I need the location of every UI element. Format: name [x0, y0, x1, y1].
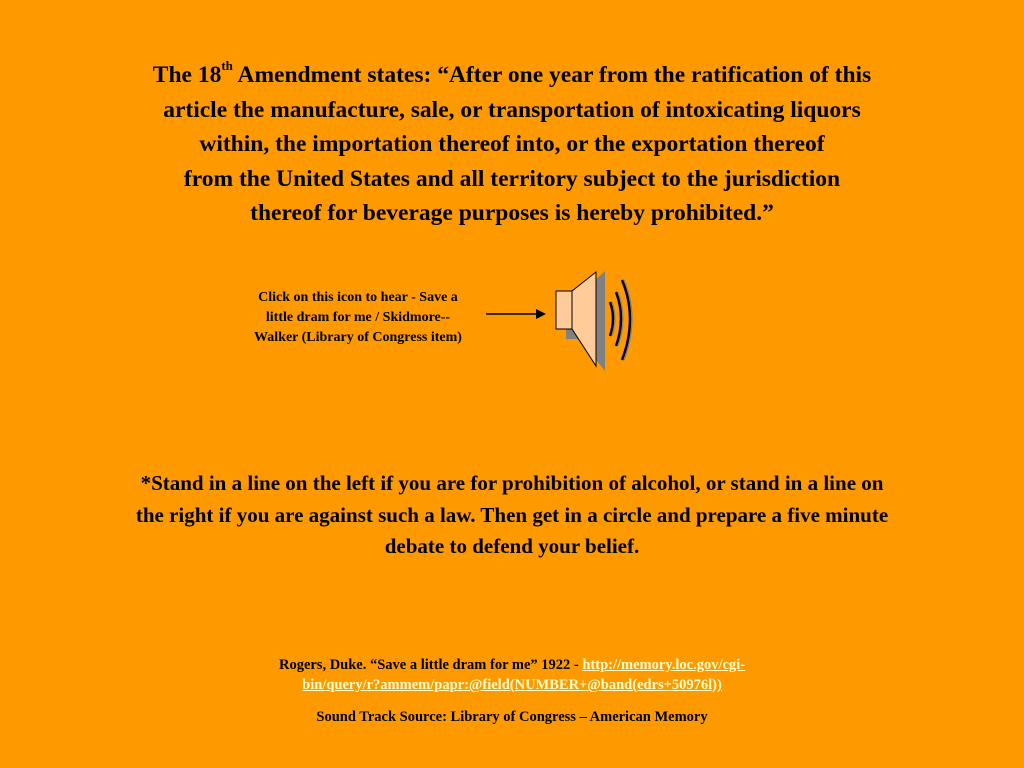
activity-line: the right if you are against such a law. Then get in a circle and prepare a five minute: [135, 502, 889, 527]
caption-line: Click on this icon to hear - Save a: [258, 290, 458, 305]
quote-line: thereof for beverage purposes is hereby prohibited.”: [250, 200, 774, 226]
quote-superscript: th: [221, 58, 233, 73]
activity-line: *Stand in a line on the left if you are for prohibition of alcohol, or stand in a line on: [140, 471, 884, 495]
citation-link-line: bin/query/r?ammem/papr:@field(NUMBER+@band(edrs+50976l)): [302, 677, 722, 693]
sound-track-source: Sound Track Source: Library of Congress – American Memory: [316, 709, 708, 725]
citation: [200, 655, 824, 695]
quote-prefix: The 18: [152, 62, 222, 88]
citation-link-line: http://memory.loc.gov/cgi-: [582, 657, 746, 673]
quote-line: within, the importation thereof into, or the exportation thereof: [199, 131, 825, 157]
caption-line: little dram for me / Skidmore--: [265, 310, 451, 325]
quote-line: article the manufacture, sale, or transportation of intoxicating liquors: [163, 96, 861, 123]
audio-caption: [226, 288, 490, 348]
activity-line: debate to defend your belief.: [384, 534, 640, 558]
caption-line: Walker (Library of Congress item): [254, 330, 462, 345]
speaker-icon[interactable]: [552, 268, 644, 372]
amendment-quote: [40, 58, 984, 231]
citation-text: Rogers, Duke. “Save a little dram for me” 1922 -: [278, 657, 583, 673]
arrow-right-icon: [486, 304, 550, 324]
quote-line: Amendment states: “After one year from the ratification of this: [232, 62, 872, 88]
debate-instructions: [30, 468, 994, 563]
quote-line: from the United States and all territory subject to the jurisdiction: [183, 165, 841, 192]
